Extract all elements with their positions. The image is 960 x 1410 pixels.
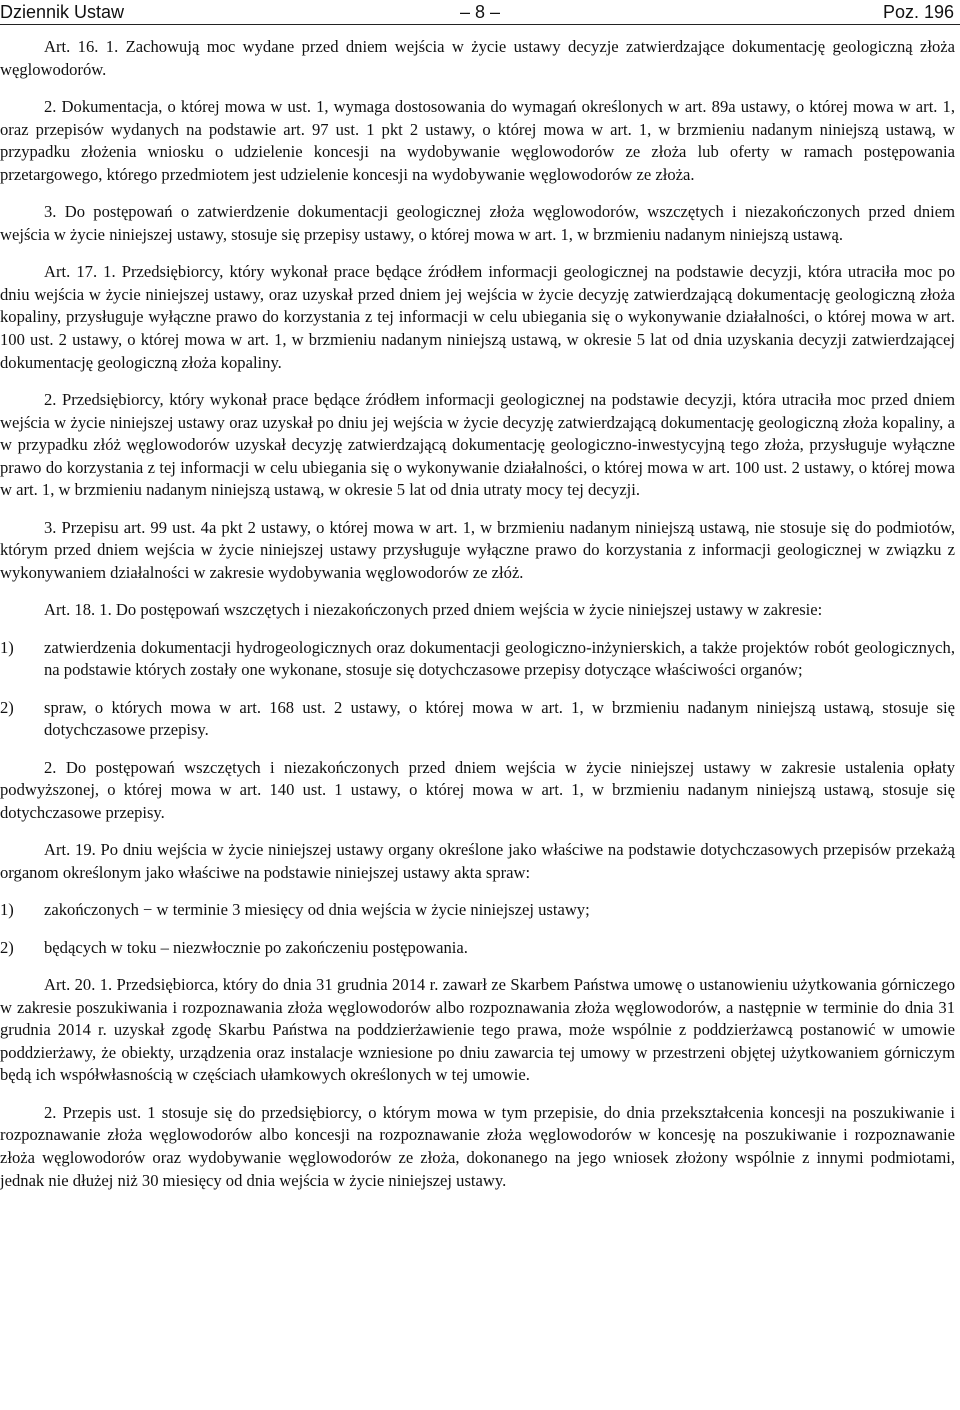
art20-ust1: Art. 20. 1. Przedsiębiorca, który do dnia 31 grudnia 2014 r. zawarł ze Skarbem Państwa umowę o ustanowieniu użytkowania górniczego w zakresie poszukiwania i rozpoznawania złoża węglowodorów albo rozpoznawania złoża węglowodorów, a następnie w terminie do dnia 31 grudnia 2014 r. uzyskał zgodę Skarbu Państwa na poddzierżawienie tego prawa, może wspólnie z poddzierżawcą postanowić w umowie poddzierżawy, że obiekty, urządzenia oraz instalacje wzniesione po dniu zawarcia tej umowy w przestrzeni objętej użytkowaniem górniczym będą ich współwłasnością w częściach ułamkowych określonych w tej umowie. [0, 974, 955, 1085]
art17-ust1: Art. 17. 1. Przedsiębiorcy, który wykonał prace będące źródłem informacji geologicznej na podstawie decyzji, która utraciła moc po dniu wejścia w życie niniejszej ustawy, oraz uzyskał przed dniem jej wejścia w życie decyzję zatwierdzającą dokumentację geologiczną złoża kopaliny, przysługuje wyłączne prawo do korzystania z tej informacji w celu ubiegania się o wykonywanie działalności, o której mowa w art. 100 ust. 2 ustawy, o której mowa w art. 1, w brzmieniu nadanym niniejszą ustawą, w okresie 5 lat od dnia uzyskania decyzji zatwierdzającej dokumentację geologiczną złoża kopaliny. [0, 262, 955, 372]
list-item-number: 2) [0, 697, 14, 717]
list-item [0, 937, 955, 960]
document-body [0, 36, 955, 1207]
list-item-number: 1) [0, 637, 14, 657]
list-item-number: 1) [0, 900, 14, 920]
art17-ust3: 3. Przepisu art. 99 ust. 4a pkt 2 ustawy, o której mowa w art. 1, w brzmieniu nadanym niniejszą ustawą, nie stosuje się do podmiotów, którym przed dniem wejścia w życie niniejszej ustawy przysługuje wyłączne prawo do korzystania z informacji geologicznej w związku z wykonywaniem działalności w zakresie wydobywania węglowodorów ze złóż. [0, 517, 955, 582]
journal-name: Dziennik Ustaw [0, 2, 125, 22]
list-item-text: spraw, o których mowa w art. 168 ust. 2 ustawy, o której mowa w art. 1, w brzmieniu nadanym niniejszą ustawą, stosuje się dotychczasowe przepisy. [44, 697, 955, 740]
list-item-text: zatwierdzenia dokumentacji hydrogeologicznych oraz dokumentacji geologiczno-inżynierskich, a także projektów robót geologicznych, na podstawie których zostały one wykonane, stosuje się dotychczasowe przepisy dotyczące właściwości organów; [44, 637, 955, 680]
art18-ust1: Art. 18. 1. Do postępowań wszczętych i niezakończonych przed dniem wejścia w życie niniejszej ustawy w zakresie: [44, 600, 823, 620]
list-item-text: zakończonych − w terminie 3 miesięcy od dnia wejścia w życie niniejszej ustawy; [44, 900, 590, 920]
list-item-number: 2) [0, 937, 14, 957]
art16-ust1: Art. 16. 1. Zachowują moc wydane przed dniem wejścia w życie ustawy decyzje zatwierdzające dokumentację geologiczną złoża węglowodorów. [0, 37, 955, 79]
art18-ust2: 2. Do postępowań wszczętych i niezakończonych przed dniem wejścia w życie niniejszej ustawy w zakresie ustalenia opłaty podwyższonej, o której mowa w art. 140 ust. 1 ustawy, o której mowa w art. 1, w brzmieniu nadanym niniejszą ustawą, stosuje się dotychczasowe przepisy. [0, 757, 955, 822]
list-item [0, 637, 955, 682]
position-number: Poz. 196 [882, 2, 954, 22]
list-item-text: będących w toku – niezwłocznie po zakończeniu postępowania. [44, 937, 468, 957]
art17-ust2: 2. Przedsiębiorcy, który wykonał prace będące źródłem informacji geologicznej na podstawie decyzji, która utraciła moc przed dniem wejścia w życie niniejszej ustawy oraz uzyskał po dniu jej wejścia w życie decyzję zatwierdzającą dokumentację geologiczną złoża kopaliny, a w przypadku złóż węglowodorów uzyskał decyzję zatwierdzającą dokumentację geologiczno-inwestycyjną tego złoża, przysługuje wyłączne prawo do korzystania z tej informacji w celu ubiegania się o wykonywanie działalności, o której mowa w art. 100 ust. 2 ustawy, o której mowa w art. 1, w brzmieniu nadanym niniejszą ustawą, w okresie 5 lat od dnia utraty mocy tej decyzji. [0, 389, 955, 500]
art20-ust2: 2. Przepis ust. 1 stosuje się do przedsiębiorcy, o którym mowa w tym przepisie, do dnia przekształcenia koncesji na poszukiwanie i rozpoznawanie złoża węglowodorów albo koncesji na rozpoznawanie złoża węglowodorów w koncesję na poszukiwanie i rozpoznawanie złoża węglowodorów oraz wydobywanie węglowodorów ze złoża, dokonanego na jego wniosek złożony wspólnie z innymi podmiotami, jednak nie dłużej niż 30 miesięcy od dnia wejścia w życie niniejszej ustawy. [0, 1102, 955, 1190]
list-item [0, 899, 955, 922]
art19: Art. 19. Po dniu wejścia w życie niniejszej ustawy organy określone jako właściwe na podstawie dotychczasowych przepisów przekażą organom określonym jako właściwe na podstawie niniejszej ustawy akta spraw: [0, 840, 955, 882]
page-number: – 8 – [459, 2, 501, 22]
art16-ust2: 2. Dokumentacja, o której mowa w ust. 1, wymaga dostosowania do wymagań określonych w art. 89a ustawy, o której mowa w art. 1, oraz przepisów wydanych na podstawie art. 97 ust. 1 pkt 2 ustawy, o której mowa w art. 1, w brzmieniu nadanym niniejszą ustawą, w przypadku złożenia wniosku o udzielenie koncesji na wydobywanie węglowodorów ze złoża lub oferty w ramach postępowania przetargowego, którego przedmiotem jest udzielenie koncesji na wydobywanie węglowodorów ze złoża. [0, 96, 955, 184]
list-item [0, 697, 955, 742]
art16-ust3: 3. Do postępowań o zatwierdzenie dokumentacji geologicznej złoża węglowodorów, wszczętych i niezakończonych przed dniem wejścia w życie niniejszej ustawy, stosuje się przepisy ustawy, o której mowa w art. 1, w brzmieniu nadanym niniejszą ustawą. [0, 202, 955, 244]
page-header [0, 0, 960, 25]
